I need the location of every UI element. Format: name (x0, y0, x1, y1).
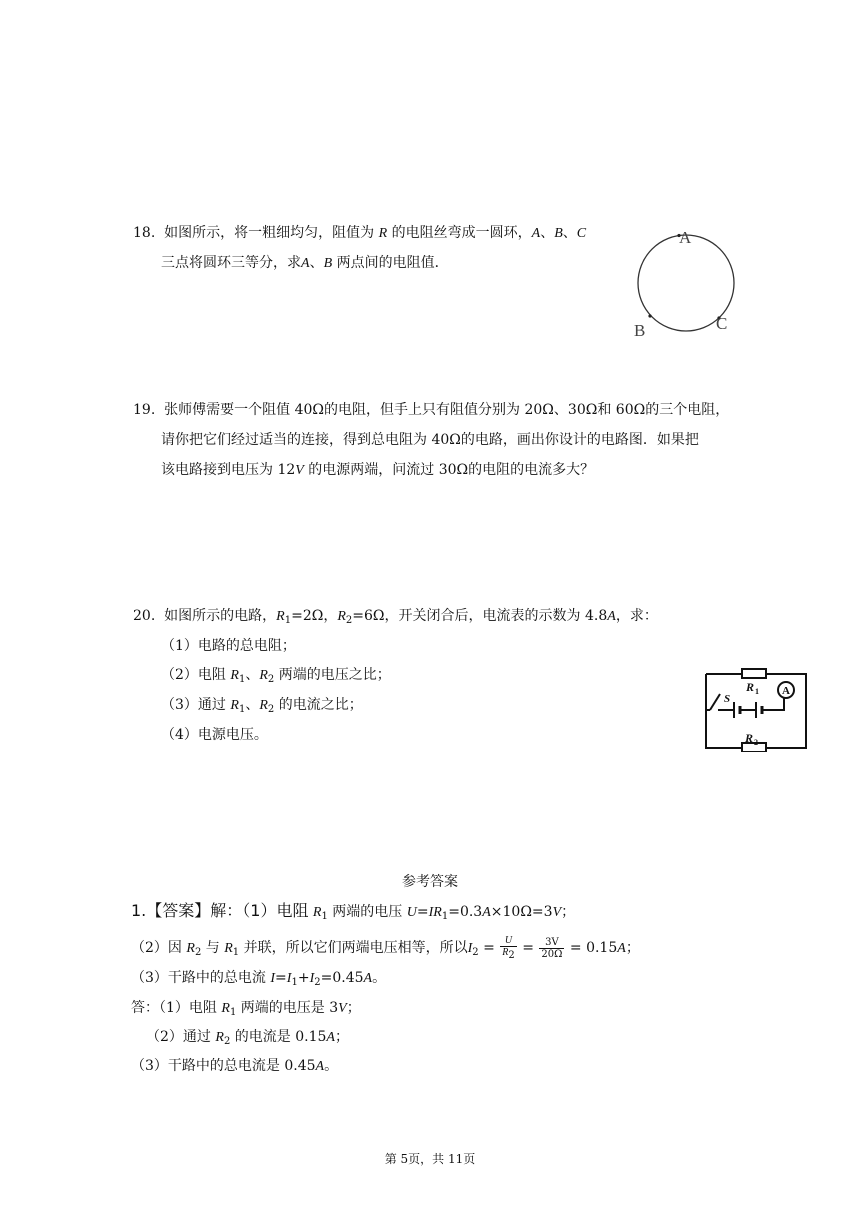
subscript: 1 (321, 911, 328, 922)
answer-text: 1.【答案】解：（1）电阻 (131, 901, 309, 920)
answer-text: 答：（1）电阻 (131, 1000, 217, 1016)
period: 。 (324, 1058, 339, 1074)
fraction-u-over-r2 (500, 935, 516, 961)
final-answer-line3 (131, 1056, 338, 1077)
switch-blade (710, 694, 720, 710)
label-b: B (634, 321, 646, 340)
label-s: S (724, 693, 731, 705)
answer-text: = 0.15 (569, 940, 618, 956)
q19-text: 张师傅需要一个阻值 40Ω的电阻，但手上只有阻值分别为 20Ω、30Ω和 60Ω的三个电阻， (164, 402, 730, 418)
var-a: A (607, 609, 616, 624)
var-r: R (259, 698, 268, 713)
separator: 、 (245, 667, 260, 683)
q18-line2 (161, 253, 449, 274)
var-r: R (186, 941, 195, 956)
subscript: 1 (238, 674, 246, 685)
q20-text: =2Ω， (291, 608, 338, 624)
var-r: R (378, 226, 388, 241)
question-number: 19. (133, 402, 156, 418)
answer-line3 (131, 968, 386, 993)
var-r: R (230, 698, 239, 713)
q20-line1 (133, 606, 658, 631)
fraction-denominator: 20Ω (541, 948, 563, 960)
q19-text: 的电源两端，问流过 30Ω的电阻的电流多大？ (308, 462, 595, 478)
q20-text: ，求： (615, 608, 658, 624)
q20-text: （3）通过 (161, 697, 226, 713)
q19-text: 该电路接到电压为 12 (161, 462, 296, 478)
subscript: 1 (441, 911, 449, 922)
subscript: 1 (238, 704, 246, 715)
answer-text: （2）因 (131, 940, 182, 956)
question-number: 20. (133, 608, 156, 624)
answer-text: 两端的电压 (332, 904, 403, 920)
var-i: I (428, 905, 434, 920)
separator: 、 (245, 697, 260, 713)
ammeter-label: A (782, 685, 790, 697)
q20-text: 如图所示的电路， (164, 608, 277, 624)
separator: 、 (309, 255, 324, 271)
answer-text: 并联，所以它们两端电压相等，所以 (243, 940, 468, 956)
final-answer-line2 (146, 1027, 349, 1052)
label-r2-sub: 2 (754, 738, 758, 747)
answer-text: （3）干路中的总电流 (131, 970, 266, 986)
var-r: R (230, 668, 239, 683)
var-r: R (337, 609, 346, 624)
semicolon: ； (561, 904, 576, 920)
q20-part4: （4）电源电压。 (161, 727, 268, 743)
var-r: R (259, 668, 268, 683)
page-footer: 第 5页，共 11页 (384, 1152, 476, 1166)
var-a: A (315, 1059, 325, 1074)
answer-text: =0.45 (320, 970, 364, 986)
subscript: 2 (314, 977, 321, 988)
subscript: 1 (284, 615, 292, 626)
subscript: 2 (508, 950, 515, 961)
resistor-r1 (742, 669, 766, 678)
label-r1-sub: 1 (755, 687, 759, 696)
answer-text: 两端的电压是 3 (240, 1000, 339, 1016)
semicolon: ； (334, 1029, 349, 1045)
semicolon: ； (625, 940, 640, 956)
var-a: A (326, 1030, 335, 1045)
subscript: 1 (229, 1007, 237, 1018)
var-u: U (406, 905, 417, 920)
answer-line1 (131, 901, 575, 927)
separator: 、 (540, 225, 555, 241)
var-b: B (554, 226, 563, 241)
answers-heading: 参考答案 (402, 874, 458, 890)
fraction-numerator: 3V (539, 937, 564, 949)
var-v: V (552, 905, 562, 920)
var-a: A (482, 905, 491, 920)
q18-text: 如图所示，将一粗细均匀，阻值为 (164, 225, 375, 241)
equals: = (416, 904, 429, 920)
var-r: R (502, 947, 509, 958)
separator: 、 (562, 225, 577, 241)
q20-part3 (161, 695, 363, 720)
var-i: I (309, 971, 315, 986)
circuit-figure (700, 664, 812, 752)
subscript: 1 (291, 977, 298, 988)
label-c: C (716, 314, 728, 333)
q19-line2: 请你把它们经过适当的连接，得到总电阻为 40Ω的电路，画出你设计的电路图．如果把 (161, 432, 699, 448)
answer-text: 与 (205, 940, 220, 956)
answer-text: ×10Ω=3 (490, 904, 553, 920)
var-a: A (531, 226, 541, 241)
var-i: I (286, 971, 292, 986)
q20-part1: （1）电路的总电阻； (161, 638, 296, 654)
var-r: R (433, 905, 442, 920)
period: 。 (372, 970, 387, 986)
q18-line1 (133, 223, 586, 244)
equals: = (522, 940, 534, 956)
fraction-numerator: U (504, 935, 513, 946)
subscript: 2 (267, 704, 275, 715)
ring-figure (620, 222, 750, 342)
subscript: 2 (267, 674, 275, 685)
var-r: R (276, 609, 285, 624)
var-a: A (301, 256, 310, 271)
q20-text: =6Ω，开关闭合后，电流表的示数为 4.8 (352, 608, 608, 624)
var-c: C (576, 226, 587, 241)
label-r1: R (746, 680, 755, 694)
answer-line2 (131, 935, 640, 963)
q18-text: 两点间的电阻值． (336, 255, 449, 271)
var-r: R (312, 905, 322, 920)
q20-text: 的电流之比； (278, 697, 363, 713)
point-b-dot (648, 314, 651, 317)
label-a: A (679, 228, 692, 247)
var-i: I (467, 941, 473, 956)
semicolon: ； (346, 1000, 361, 1016)
fraction-3v-over-20ohm (539, 937, 564, 960)
answer-text: 的电流是 0.15 (234, 1029, 327, 1045)
subscript: 2 (194, 947, 202, 958)
var-r: R (224, 941, 233, 956)
label-r2: R (745, 731, 754, 745)
subscript: 2 (223, 1036, 231, 1047)
q18-text: 三点将圆环三等分，求 (161, 255, 301, 271)
var-i: I (270, 971, 276, 986)
q20-text: 两端的电压之比； (278, 667, 391, 683)
q19-line1 (133, 400, 729, 420)
subscript: 1 (232, 947, 240, 958)
var-r: R (221, 1001, 230, 1016)
var-r: R (215, 1030, 224, 1045)
answer-text: =0.3 (448, 904, 483, 920)
q19-line3 (161, 460, 594, 481)
q20-part2 (161, 665, 391, 690)
q18-text: 的电阻丝弯成一圆环， (391, 225, 532, 241)
equals: = (275, 970, 287, 986)
final-answer-line1 (131, 998, 361, 1023)
answer-text: （2）通过 (146, 1029, 211, 1045)
question-number: 18. (133, 225, 156, 241)
var-v: V (338, 1001, 347, 1016)
q20-text: （2）电阻 (161, 667, 226, 683)
equals: = (483, 940, 495, 956)
var-a: A (617, 941, 626, 956)
var-v: V (295, 463, 304, 478)
answer-text: （3）干路中的总电流是 0.45 (131, 1058, 316, 1074)
subscript: 2 (345, 615, 353, 626)
var-a: A (363, 971, 373, 986)
var-b: B (323, 256, 333, 271)
plus: + (297, 970, 310, 986)
subscript: 2 (472, 947, 479, 958)
